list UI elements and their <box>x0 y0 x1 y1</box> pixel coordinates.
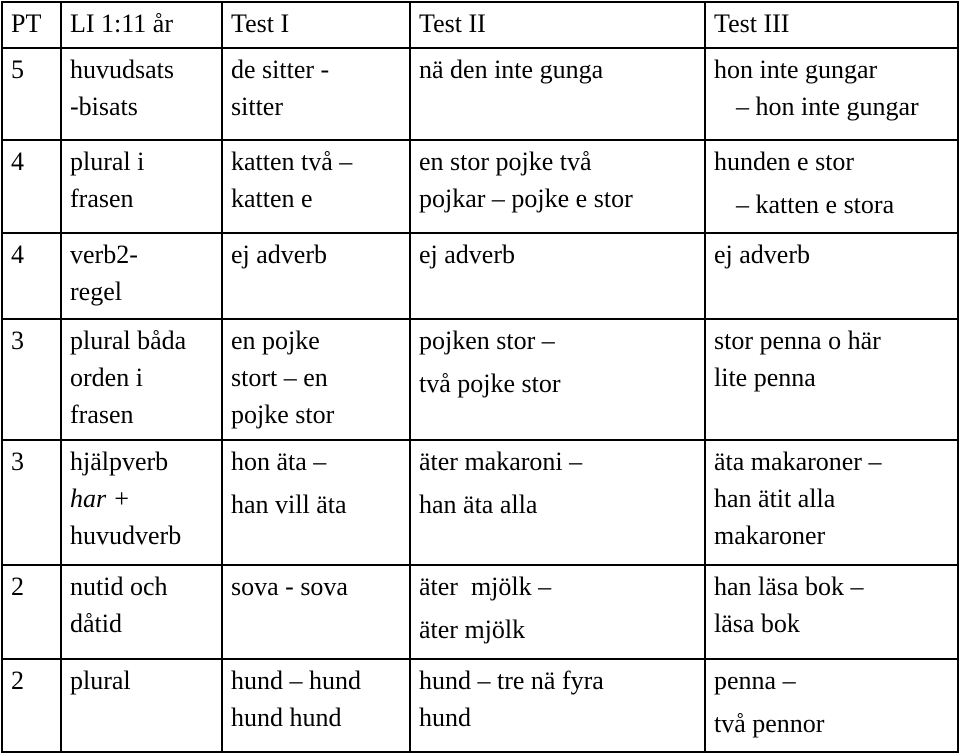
development-table <box>1 1 959 753</box>
pt-cell: 3 <box>2 440 61 565</box>
test-1-cell: sova - sova <box>222 565 410 659</box>
pt-cell: 5 <box>2 48 61 140</box>
test-1-cell: hund – hund hund hund <box>222 659 410 752</box>
test-1-cell: hon äta – han vill äta <box>222 440 410 565</box>
header-pt: PT <box>2 2 61 48</box>
test-2-cell: pojken stor – två pojke stor <box>410 319 705 440</box>
li-cell: plural <box>61 659 222 752</box>
test-2-cell: en stor pojke två pojkar – pojke e stor <box>410 140 705 233</box>
li-cell: nutid och dåtid <box>61 565 222 659</box>
li-cell: verb2- regel <box>61 233 222 319</box>
li-cell: plural i frasen <box>61 140 222 233</box>
test-1-cell: ej adverb <box>222 233 410 319</box>
table-row <box>2 233 958 319</box>
pt-cell: 2 <box>2 659 61 752</box>
test-2-cell: äter makaroni – han äta alla <box>410 440 705 565</box>
test-3-cell: stor penna o här lite penna <box>705 319 958 440</box>
header-li: LI 1:11 år <box>61 2 222 48</box>
pt-cell: 4 <box>2 233 61 319</box>
test-2-cell: nä den inte gunga <box>410 48 705 140</box>
test-2-cell: äter mjölk – äter mjölk <box>410 565 705 659</box>
table-row <box>2 440 958 565</box>
table-row <box>2 659 958 752</box>
header-row <box>2 2 958 48</box>
test-1-cell: en pojke stort – en pojke stor <box>222 319 410 440</box>
test-3-cell: äta makaroner – han ätit alla makaroner <box>705 440 958 565</box>
test-1-cell: katten två – katten e <box>222 140 410 233</box>
test-3-cell: ej adverb <box>705 233 958 319</box>
test-2-cell: hund – tre nä fyra hund <box>410 659 705 752</box>
table-row <box>2 48 958 140</box>
li-cell: hjälpverb har + huvudverb <box>61 440 222 565</box>
pt-cell: 2 <box>2 565 61 659</box>
header-test-2: Test II <box>410 2 705 48</box>
table-row <box>2 565 958 659</box>
li-cell: huvudsats -bisats <box>61 48 222 140</box>
pt-cell: 4 <box>2 140 61 233</box>
header-test-3: Test III <box>705 2 958 48</box>
test-3-cell: hon inte gungar – hon inte gungar <box>705 48 958 140</box>
test-3-cell: hunden e stor – katten e stora <box>705 140 958 233</box>
test-2-cell: ej adverb <box>410 233 705 319</box>
table-row <box>2 140 958 233</box>
table-row <box>2 319 958 440</box>
li-cell: plural båda orden i frasen <box>61 319 222 440</box>
test-3-cell: han läsa bok – läsa bok <box>705 565 958 659</box>
pt-cell: 3 <box>2 319 61 440</box>
header-test-1: Test I <box>222 2 410 48</box>
test-3-cell: penna – två pennor <box>705 659 958 752</box>
test-1-cell: de sitter - sitter <box>222 48 410 140</box>
